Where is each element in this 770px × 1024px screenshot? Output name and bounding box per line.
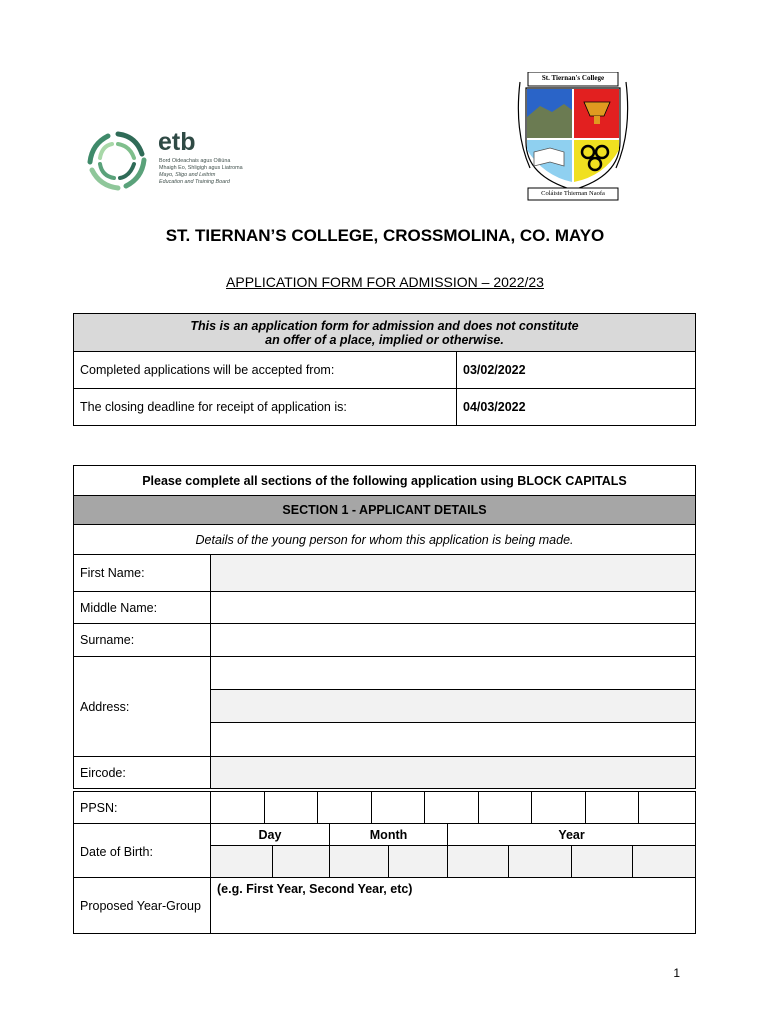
proposed-year-group-label: Proposed Year-Group (74, 878, 211, 934)
middle-name-field[interactable] (211, 592, 696, 624)
admission-notice-table (73, 313, 696, 426)
etb-line-3: Mayo, Sligo and Leitrim (159, 172, 216, 178)
dob-month-box-2[interactable] (389, 846, 448, 878)
accepted-from-date: 03/02/2022 (457, 352, 696, 389)
disclaimer-cell (74, 314, 696, 352)
page-number: 1 (673, 966, 680, 980)
month-header: Month (330, 824, 448, 846)
dob-year-box-1[interactable] (448, 846, 509, 878)
year-group-hint: (e.g. First Year, Second Year, etc) (217, 882, 413, 896)
crest-shield-icon (514, 72, 632, 202)
day-header: Day (211, 824, 330, 846)
block-capitals-instruction: Please complete all sections of the following application using BLOCK CAPITALS (74, 466, 696, 496)
applicant-details-table (73, 554, 696, 789)
eircode-field[interactable] (211, 757, 696, 789)
middle-name-label: Middle Name: (74, 592, 211, 624)
ppsn-box-5[interactable] (425, 792, 479, 824)
crest-top-text: St. Tiernan's College (541, 74, 605, 82)
dob-year-box-3[interactable] (572, 846, 633, 878)
address-line-2-field[interactable] (211, 690, 696, 723)
surname-field[interactable] (211, 624, 696, 657)
date-of-birth-table (73, 823, 696, 878)
first-name-label: First Name: (74, 555, 211, 592)
disclaimer-line-2: an offer of a place, implied or otherwise. (265, 332, 504, 347)
etb-wordmark: etb (158, 128, 196, 156)
ppsn-box-8[interactable] (586, 792, 639, 824)
dob-day-box-1[interactable] (211, 846, 273, 878)
year-header: Year (448, 824, 696, 846)
section1-header-table (73, 465, 696, 555)
disclaimer-line-1: This is an application form for admission and does not constitute (190, 318, 579, 333)
ppsn-label: PPSN: (74, 792, 211, 824)
etb-line-2: Mhaigh Eo, Shligigh agus Liatroma (159, 165, 243, 171)
accepted-from-label: Completed applications will be accepted from: (74, 352, 457, 389)
dob-year-box-4[interactable] (633, 846, 696, 878)
ppsn-box-4[interactable] (372, 792, 425, 824)
ppsn-dob-table (73, 791, 696, 824)
page-title: ST. TIERNAN’S COLLEGE, CROSSMOLINA, CO. MAYO (165, 226, 605, 245)
ppsn-box-9[interactable] (639, 792, 696, 824)
form-subtitle: APPLICATION FORM FOR ADMISSION – 2022/23 (226, 274, 544, 290)
ppsn-box-1[interactable] (211, 792, 265, 824)
etb-logo (84, 128, 264, 192)
proposed-year-group-field[interactable] (211, 878, 696, 934)
year-group-table (73, 877, 696, 934)
address-line-3-field[interactable] (211, 723, 696, 757)
ppsn-box-3[interactable] (318, 792, 372, 824)
address-line-1-field[interactable] (211, 657, 696, 690)
dob-day-box-2[interactable] (273, 846, 330, 878)
eircode-label: Eircode: (74, 757, 211, 789)
dob-year-box-2[interactable] (509, 846, 572, 878)
first-name-field[interactable] (211, 555, 696, 592)
date-of-birth-label: Date of Birth: (74, 824, 211, 878)
section1-heading: SECTION 1 - APPLICANT DETAILS (74, 496, 696, 525)
etb-swirl-icon (84, 128, 152, 192)
college-crest (514, 72, 632, 202)
etb-line-1: Bord Oideachais agus Oiliúna (159, 158, 231, 164)
ppsn-box-6[interactable] (479, 792, 532, 824)
closing-deadline-label: The closing deadline for receipt of application is: (74, 389, 457, 426)
closing-deadline-date: 04/03/2022 (457, 389, 696, 426)
etb-line-4: Education and Training Board (159, 179, 230, 185)
dob-month-box-1[interactable] (330, 846, 389, 878)
ppsn-box-2[interactable] (265, 792, 318, 824)
surname-label: Surname: (74, 624, 211, 657)
crest-motto: Coláiste Thiernan Naofa (541, 190, 605, 197)
section1-description: Details of the young person for whom this application is being made. (74, 525, 696, 555)
address-label: Address: (74, 657, 211, 757)
ppsn-box-7[interactable] (532, 792, 586, 824)
